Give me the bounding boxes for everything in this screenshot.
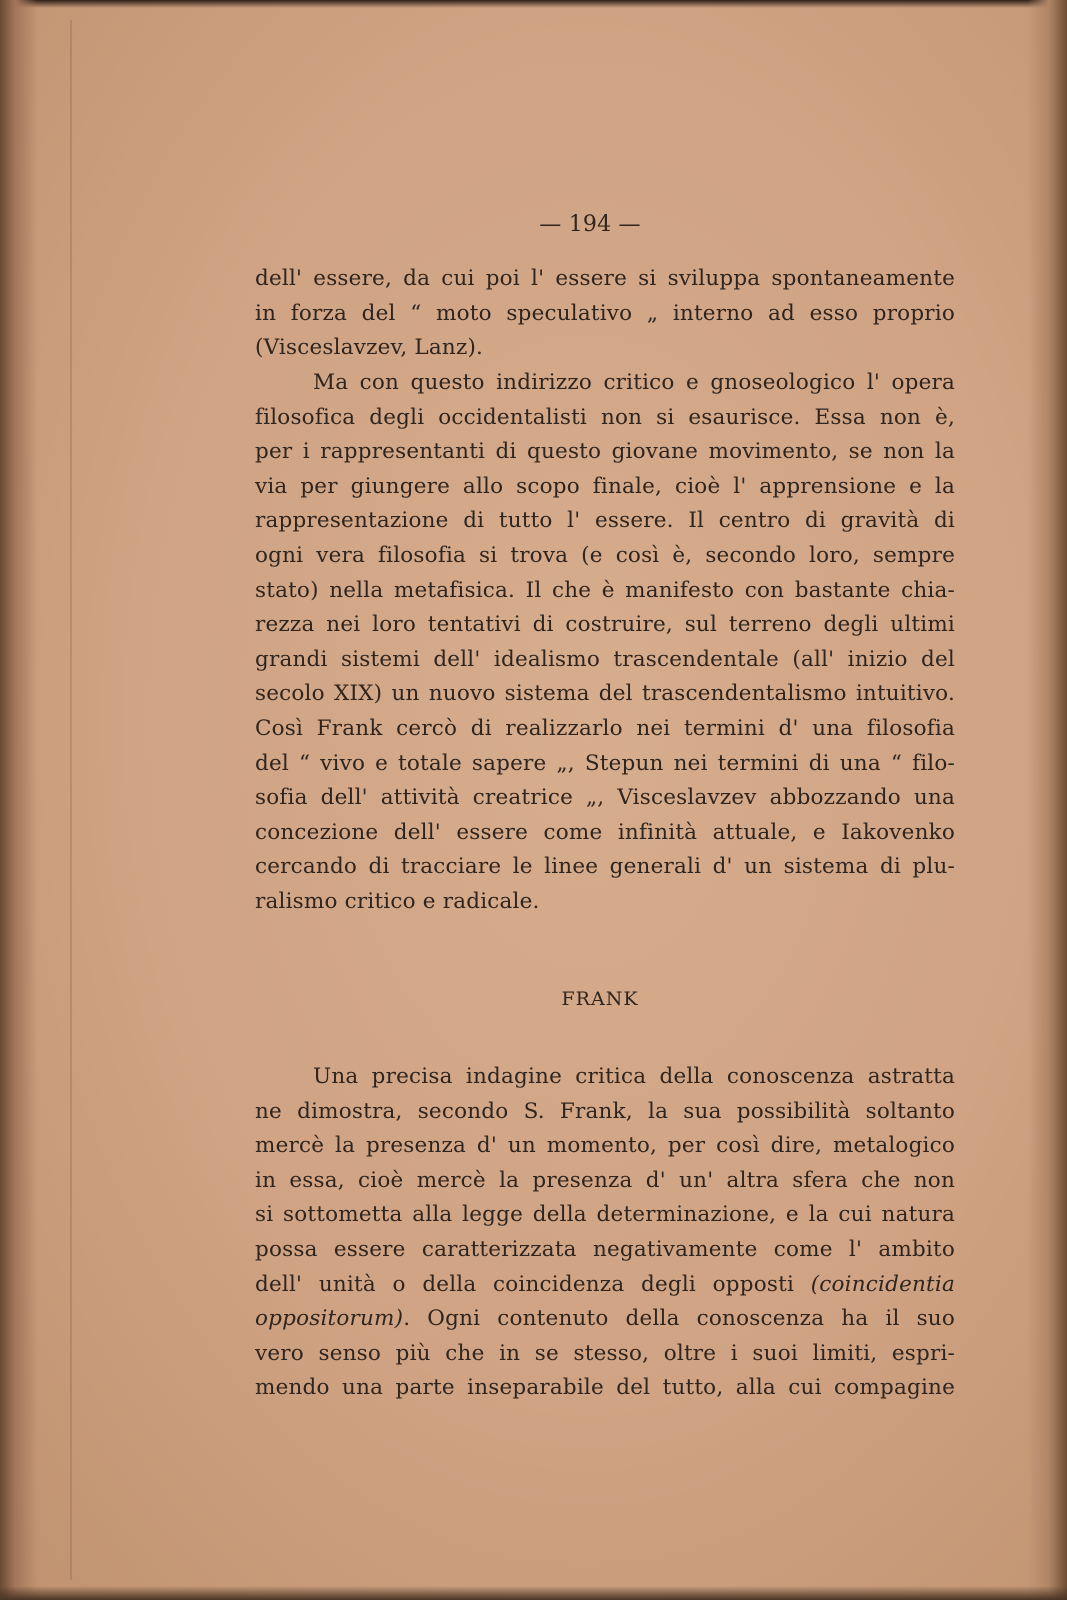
text-line: del “ vivo e totale sapere „, Stepun nei termini di una “ filo- [255, 750, 955, 776]
text-line: secolo XIX) un nuovo sistema del trascendentalismo intuitivo. [255, 681, 955, 707]
paragraph-continuation [255, 262, 955, 366]
text-line: via per giungere allo scopo finale, cioè l' apprensione e la [255, 473, 955, 499]
page-edge-left [0, 0, 38, 1600]
text-line: stato) nella metafisica. Il che è manifesto con bastante chia- [255, 577, 955, 603]
section-heading: FRANK [561, 988, 639, 1010]
text-line: vero senso più che in se stesso, oltre i suoi limiti, espri- [255, 1340, 955, 1366]
text-line: possa essere caratterizzata negativamente come l' ambito [255, 1236, 955, 1262]
text-line: mendo una parte inseparabile del tutto, alla cui compagine [255, 1375, 955, 1401]
page-fold-line [70, 20, 72, 1580]
text-line: si sottometta alla legge della determinazione, e la cui natura [255, 1202, 955, 1228]
text-line: per i rappresentanti di questo giovane movimento, se non la [255, 439, 955, 465]
page-edge-bottom [0, 1586, 1067, 1600]
page-edge-top [0, 0, 1067, 8]
paragraph-occidentalists [255, 366, 955, 920]
text-line: dell' unità o della coincidenza degli opposti (coincidentia [255, 1271, 955, 1297]
text-line: ogni vera filosofia si trova (e così è, secondo loro, sempre [255, 542, 955, 568]
text-line: Ma con questo indirizzo critico e gnoseologico l' opera [313, 370, 955, 395]
latin-phrase: oppositorum) [255, 1306, 404, 1332]
page-number: — 194 — [539, 212, 641, 237]
text-line: oppositorum). Ogni contenuto della conoscenza ha il suo [255, 1306, 955, 1332]
text-line: mercè la presenza d' un momento, per così dire, metalogico [255, 1133, 955, 1159]
text-line: grandi sistemi dell' idealismo trascendentale (all' inizio del [255, 646, 955, 672]
page-edge-right [1027, 0, 1067, 1600]
text-line: ne dimostra, secondo S. Frank, la sua possibilità soltanto [255, 1098, 955, 1124]
text-line: in forza del “ moto speculativo „ interno ad esso proprio [255, 300, 955, 326]
text-line: rappresentazione di tutto l' essere. Il centro di gravità di [255, 508, 955, 534]
paragraph-frank [255, 1060, 955, 1406]
text-line: ralismo critico e radicale. [255, 888, 540, 914]
text-line: rezza nei loro tentativi di costruire, sul terreno degli ultimi [255, 612, 955, 638]
text-line: dell' essere, da cui poi l' essere si sviluppa spontaneamente [255, 266, 955, 291]
text-line: in essa, cioè mercè la presenza d' un' altra sfera che non [255, 1167, 955, 1193]
text-line: Una precisa indagine critica della conoscenza astratta [313, 1064, 955, 1089]
text-line: (Visceslavzev, Lanz). [255, 335, 484, 361]
latin-phrase: (coincidentia [810, 1271, 955, 1297]
text-line: filosofica degli occidentalisti non si esaurisce. Essa non è, [255, 404, 955, 430]
text-line: concezione dell' essere come infinità attuale, e Iakovenko [255, 819, 955, 845]
text-line: Così Frank cercò di realizzarlo nei termini d' una filosofia [255, 715, 955, 741]
text-line: sofia dell' attività creatrice „, Visceslavzev abbozzando una [255, 785, 955, 811]
text-line: cercando di tracciare le linee generali d' un sistema di plu- [255, 854, 955, 880]
